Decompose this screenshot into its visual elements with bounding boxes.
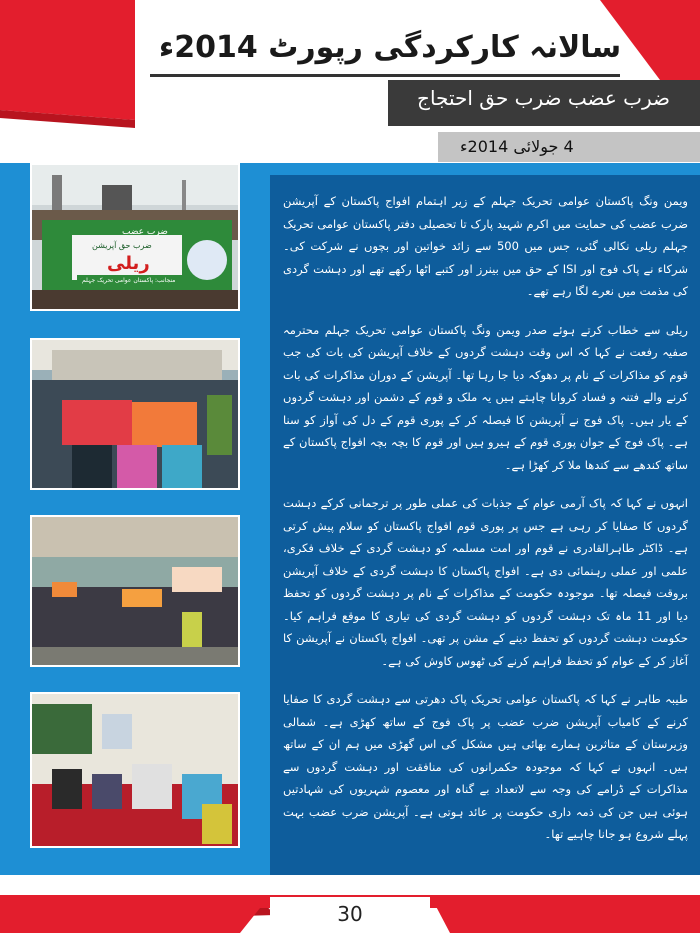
title-underline — [150, 74, 620, 77]
photo-gathering-image — [32, 694, 238, 846]
article-paragraph: ریلی سے خطاب کرتے ہوئے صدر ویمن ونگ پاکستان عوامی تحریک جہلم محترمہ صفیہ رفعت نے کہا کہ اس وقت دہشت گردوں کے خلاف آپریشن کی بات کی جب قوم کو مذاکرات کے نام پر دھوکہ دیا جا رہا تھا۔ آپریشن کے دوران مذاکرات کی بات کرنے والے فتنہ و فساد کروانا چاہتے ہیں یہ ملک و قوم کے دشمن اور دہشت گردوں کے یار ہیں۔ پاک فوج نے آپریشن کا فیصلہ کر کے پوری قوم کے دل کی آواز کو سنا ہے۔ پاک فوج کے جوان پوری قوم کے ہیرو ہیں اور قوم کا بچہ بچہ افواج پاکستان کے ساتھ کندھے سے کندھا ملا کر کھڑا ہے۔ — [283, 322, 688, 472]
photo-placards — [30, 338, 240, 490]
photo-gathering — [30, 692, 240, 848]
banner-main: ریلی — [107, 253, 150, 274]
headline-text: ضرب عضب ضرب حق احتجاج — [417, 86, 670, 110]
photo-placards-image — [32, 340, 238, 488]
photo-rally-banner — [30, 163, 240, 311]
article-paragraph: انہوں نے کہا کہ پاک آرمی عوام کے جذبات کی عملی طور پر ترجمانی کرکے دہشت گردوں کا صفایا کر رہی ہے جس پر پوری قوم افواج پاکستان کو سلام پیش کرتی ہے۔ ڈاکٹر طاہرالقادری نے قوم اور امت مسلمہ کو دہشت گردی کے خلاف فکری، علمی اور عملی رہنمائی دی ہے۔ افواج پاکستان کا دہشت گردی کے خلاف آپریشن بروقت فیصلہ تھا۔ موجودہ حکومت کے مذاکرات کے نام پر دہشت گردوں کو تحفظ دیا اور 11 ماہ تک دہشت گردوں کو دہشت گردی کی تیاری کا موقع فراہم کیا۔ حکومت دہشت گردوں کو تحفظ دینے کے مشن پر تھی۔ افواج پاکستان نے آپریشن کا آغاز کر کے عوام کو تحفظ فراہم کرنے کی ٹھوس کاوش کی ہے۔ — [283, 496, 688, 668]
report-title: سالانہ کارکردگی رپورٹ 2014ء — [158, 30, 622, 65]
photo-rally-banner-image — [32, 165, 238, 309]
banner-heading: ضرب عضب — [122, 227, 168, 237]
article-body — [283, 190, 688, 862]
page-number: 30 — [337, 902, 363, 926]
article-paragraph: ویمن ونگ پاکستان عوامی تحریک جہلم کے زیر اہتمام افواج پاکستان کے آپریشن ضرب عضب کی حمایت میں اکرم شہید پارک تا تحصیلی دفتر پاکستان عوامی تحریک جہلم ریلی نکالی گئی، جس میں 500 سے زائد خواتین اور بچوں نے شرکت کی۔ شرکاء نے پاک فوج اور ISI کے حق میں بینرز اور کتبے اٹھا رکھے تھے اور دہشت گردی کی مذمت میں نعرے لگا رہے تھے۔ — [283, 194, 688, 298]
banner-sub: ضرب حق آپریشن — [92, 241, 152, 250]
article-paragraph: طیبہ طاہر نے کہا کہ پاکستان عوامی تحریک پاک دھرتی سے دہشت گردی کا صفایا کرنے کے کامیاب آپریشن ضرب عضب پر پاک فوج کے ساتھ کھڑی ہے۔ شمالی وزیرستان کے متاثرین ہمارے بھائی ہیں مشکل کی اس گھڑی میں ہم ان کے ساتھ ہیں۔ انہوں نے کہا کہ موجودہ حکمرانوں کی منافقت اور دہشت گردوں سے مذاکرات کے ڈرامے کی وجہ سے لاتعداد بے گناہ اور معصوم شہریوں کی شہادتیں ہوئی ہیں جن کی ذمہ داری حکومت پر عائد ہوتی ہے۔ آپریشن ضرب عضب بہت پہلے شروع ہو جانا چاہیے تھا۔ — [283, 692, 688, 841]
date-text: 4 جولائی 2014ء — [460, 137, 574, 156]
banner-footer: منجانب: پاکستان عوامی تحریک جہلم — [82, 277, 176, 284]
photo-rally-line — [30, 515, 240, 667]
photo-rally-line-image — [32, 517, 238, 665]
